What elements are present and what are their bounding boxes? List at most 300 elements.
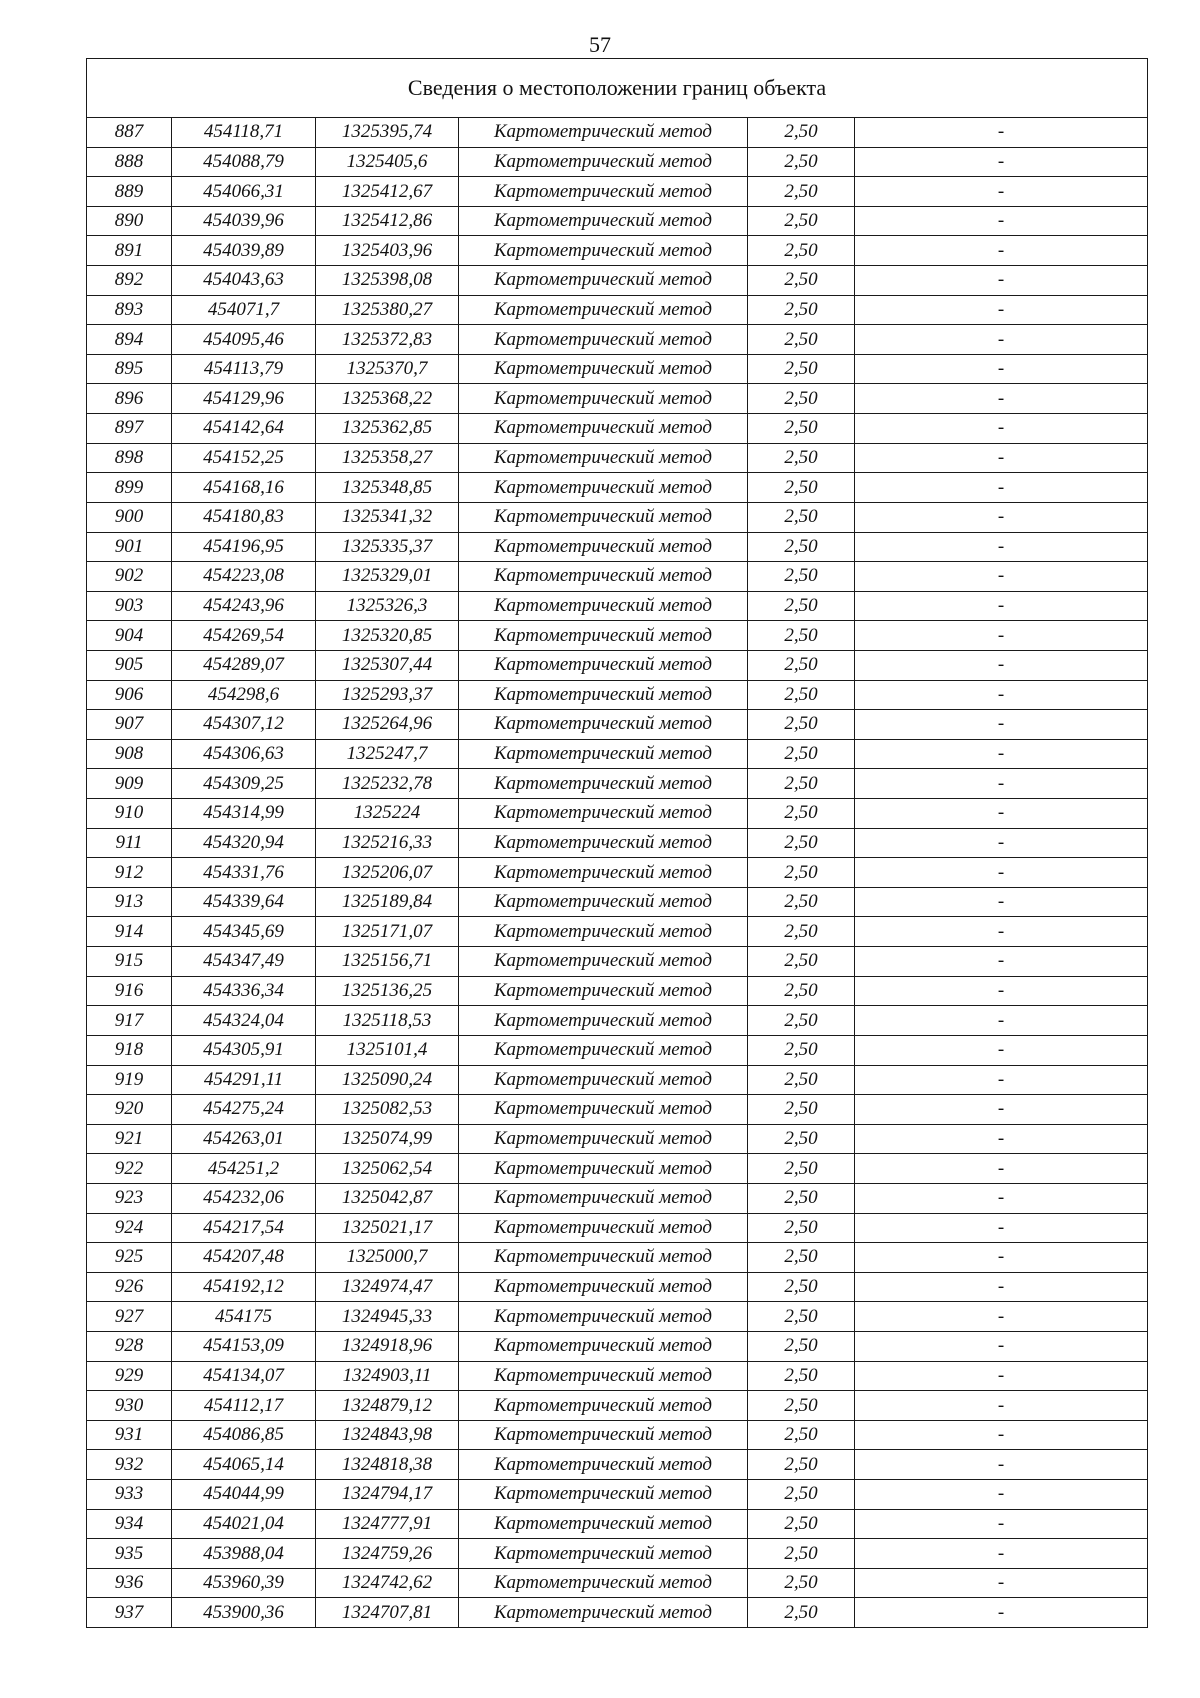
description-cell: -	[855, 1095, 1148, 1125]
point-number-cell: 894	[87, 325, 172, 355]
table-title: Сведения о местоположении границ объекта	[87, 59, 1148, 118]
accuracy-cell: 2,50	[748, 1272, 855, 1302]
method-cell: Картометрический метод	[459, 769, 748, 799]
point-number-cell: 891	[87, 236, 172, 266]
method-cell: Картометрический метод	[459, 532, 748, 562]
table-row	[87, 710, 1148, 740]
method-cell: Картометрический метод	[459, 1154, 748, 1184]
table-row	[87, 1183, 1148, 1213]
y-coordinate-cell: 1325082,53	[316, 1095, 459, 1125]
point-number-cell: 901	[87, 532, 172, 562]
y-coordinate-cell: 1325189,84	[316, 887, 459, 917]
y-coordinate-cell: 1325395,74	[316, 118, 459, 148]
y-coordinate-cell: 1324742,62	[316, 1568, 459, 1598]
description-cell: -	[855, 680, 1148, 710]
x-coordinate-cell: 454039,96	[172, 206, 316, 236]
point-number-cell: 937	[87, 1598, 172, 1628]
x-coordinate-cell: 454347,49	[172, 947, 316, 977]
table-row	[87, 1331, 1148, 1361]
table-row	[87, 1450, 1148, 1480]
table-row	[87, 1095, 1148, 1125]
description-cell: -	[855, 1006, 1148, 1036]
method-cell: Картометрический метод	[459, 473, 748, 503]
y-coordinate-cell: 1325101,4	[316, 1035, 459, 1065]
description-cell: -	[855, 976, 1148, 1006]
point-number-cell: 907	[87, 710, 172, 740]
description-cell: -	[855, 562, 1148, 592]
description-cell: -	[855, 177, 1148, 207]
accuracy-cell: 2,50	[748, 799, 855, 829]
accuracy-cell: 2,50	[748, 1243, 855, 1273]
x-coordinate-cell: 454232,06	[172, 1183, 316, 1213]
point-number-cell: 913	[87, 887, 172, 917]
accuracy-cell: 2,50	[748, 1539, 855, 1569]
method-cell: Картометрический метод	[459, 206, 748, 236]
table-row	[87, 917, 1148, 947]
accuracy-cell: 2,50	[748, 1035, 855, 1065]
y-coordinate-cell: 1325412,67	[316, 177, 459, 207]
accuracy-cell: 2,50	[748, 769, 855, 799]
table-row	[87, 1480, 1148, 1510]
point-number-cell: 919	[87, 1065, 172, 1095]
accuracy-cell: 2,50	[748, 206, 855, 236]
table-row	[87, 650, 1148, 680]
method-cell: Картометрический метод	[459, 1568, 748, 1598]
accuracy-cell: 2,50	[748, 1006, 855, 1036]
x-coordinate-cell: 454336,34	[172, 976, 316, 1006]
y-coordinate-cell: 1325090,24	[316, 1065, 459, 1095]
method-cell: Картометрический метод	[459, 1213, 748, 1243]
y-coordinate-cell: 1325232,78	[316, 769, 459, 799]
accuracy-cell: 2,50	[748, 710, 855, 740]
x-coordinate-cell: 454142,64	[172, 414, 316, 444]
table-title-row	[87, 59, 1148, 118]
y-coordinate-cell: 1324759,26	[316, 1539, 459, 1569]
y-coordinate-cell: 1325403,96	[316, 236, 459, 266]
y-coordinate-cell: 1325224	[316, 799, 459, 829]
table-row	[87, 1539, 1148, 1569]
method-cell: Картометрический метод	[459, 1331, 748, 1361]
x-coordinate-cell: 453988,04	[172, 1539, 316, 1569]
method-cell: Картометрический метод	[459, 1539, 748, 1569]
point-number-cell: 932	[87, 1450, 172, 1480]
table-row	[87, 295, 1148, 325]
description-cell: -	[855, 354, 1148, 384]
point-number-cell: 922	[87, 1154, 172, 1184]
method-cell: Картометрический метод	[459, 680, 748, 710]
method-cell: Картометрический метод	[459, 1302, 748, 1332]
description-cell: -	[855, 769, 1148, 799]
accuracy-cell: 2,50	[748, 266, 855, 296]
y-coordinate-cell: 1325118,53	[316, 1006, 459, 1036]
point-number-cell: 900	[87, 502, 172, 532]
method-cell: Картометрический метод	[459, 1183, 748, 1213]
point-number-cell: 898	[87, 443, 172, 473]
y-coordinate-cell: 1325247,7	[316, 739, 459, 769]
method-cell: Картометрический метод	[459, 1509, 748, 1539]
table-row	[87, 769, 1148, 799]
description-cell: -	[855, 1598, 1148, 1628]
description-cell: -	[855, 118, 1148, 148]
description-cell: -	[855, 1509, 1148, 1539]
table-row	[87, 562, 1148, 592]
accuracy-cell: 2,50	[748, 502, 855, 532]
point-number-cell: 902	[87, 562, 172, 592]
x-coordinate-cell: 454207,48	[172, 1243, 316, 1273]
point-number-cell: 899	[87, 473, 172, 503]
table-row	[87, 532, 1148, 562]
description-cell: -	[855, 1183, 1148, 1213]
x-coordinate-cell: 454243,96	[172, 591, 316, 621]
y-coordinate-cell: 1325000,7	[316, 1243, 459, 1273]
y-coordinate-cell: 1325412,86	[316, 206, 459, 236]
description-cell: -	[855, 1391, 1148, 1421]
table-row	[87, 1568, 1148, 1598]
y-coordinate-cell: 1325293,37	[316, 680, 459, 710]
method-cell: Картометрический метод	[459, 414, 748, 444]
y-coordinate-cell: 1325042,87	[316, 1183, 459, 1213]
point-number-cell: 895	[87, 354, 172, 384]
y-coordinate-cell: 1325341,32	[316, 502, 459, 532]
x-coordinate-cell: 454044,99	[172, 1480, 316, 1510]
x-coordinate-cell: 454251,2	[172, 1154, 316, 1184]
point-number-cell: 927	[87, 1302, 172, 1332]
table-row	[87, 947, 1148, 977]
table-row	[87, 147, 1148, 177]
description-cell: -	[855, 591, 1148, 621]
accuracy-cell: 2,50	[748, 680, 855, 710]
method-cell: Картометрический метод	[459, 1243, 748, 1273]
table-row	[87, 1213, 1148, 1243]
x-coordinate-cell: 454314,99	[172, 799, 316, 829]
y-coordinate-cell: 1324794,17	[316, 1480, 459, 1510]
accuracy-cell: 2,50	[748, 177, 855, 207]
table-row	[87, 206, 1148, 236]
y-coordinate-cell: 1325370,7	[316, 354, 459, 384]
accuracy-cell: 2,50	[748, 1568, 855, 1598]
accuracy-cell: 2,50	[748, 947, 855, 977]
point-number-cell: 911	[87, 828, 172, 858]
x-coordinate-cell: 454129,96	[172, 384, 316, 414]
description-cell: -	[855, 739, 1148, 769]
y-coordinate-cell: 1324777,91	[316, 1509, 459, 1539]
y-coordinate-cell: 1325264,96	[316, 710, 459, 740]
method-cell: Картометрический метод	[459, 917, 748, 947]
accuracy-cell: 2,50	[748, 739, 855, 769]
x-coordinate-cell: 454217,54	[172, 1213, 316, 1243]
method-cell: Картометрический метод	[459, 1361, 748, 1391]
y-coordinate-cell: 1325307,44	[316, 650, 459, 680]
accuracy-cell: 2,50	[748, 591, 855, 621]
y-coordinate-cell: 1325362,85	[316, 414, 459, 444]
y-coordinate-cell: 1325216,33	[316, 828, 459, 858]
accuracy-cell: 2,50	[748, 118, 855, 148]
table-row	[87, 384, 1148, 414]
y-coordinate-cell: 1324918,96	[316, 1331, 459, 1361]
y-coordinate-cell: 1325206,07	[316, 858, 459, 888]
description-cell: -	[855, 473, 1148, 503]
accuracy-cell: 2,50	[748, 1213, 855, 1243]
description-cell: -	[855, 1420, 1148, 1450]
table-row	[87, 799, 1148, 829]
point-number-cell: 917	[87, 1006, 172, 1036]
accuracy-cell: 2,50	[748, 562, 855, 592]
description-cell: -	[855, 1539, 1148, 1569]
x-coordinate-cell: 454345,69	[172, 917, 316, 947]
x-coordinate-cell: 454071,7	[172, 295, 316, 325]
description-cell: -	[855, 1272, 1148, 1302]
table-body	[87, 118, 1148, 1628]
x-coordinate-cell: 454152,25	[172, 443, 316, 473]
table-row	[87, 621, 1148, 651]
y-coordinate-cell: 1325062,54	[316, 1154, 459, 1184]
table-row	[87, 1154, 1148, 1184]
point-number-cell: 921	[87, 1124, 172, 1154]
accuracy-cell: 2,50	[748, 1095, 855, 1125]
x-coordinate-cell: 454331,76	[172, 858, 316, 888]
y-coordinate-cell: 1324818,38	[316, 1450, 459, 1480]
x-coordinate-cell: 454306,63	[172, 739, 316, 769]
point-number-cell: 920	[87, 1095, 172, 1125]
accuracy-cell: 2,50	[748, 295, 855, 325]
x-coordinate-cell: 454196,95	[172, 532, 316, 562]
method-cell: Картометрический метод	[459, 1598, 748, 1628]
accuracy-cell: 2,50	[748, 1183, 855, 1213]
point-number-cell: 889	[87, 177, 172, 207]
x-coordinate-cell: 454223,08	[172, 562, 316, 592]
table-row	[87, 443, 1148, 473]
accuracy-cell: 2,50	[748, 1154, 855, 1184]
description-cell: -	[855, 1480, 1148, 1510]
accuracy-cell: 2,50	[748, 1391, 855, 1421]
x-coordinate-cell: 453960,39	[172, 1568, 316, 1598]
point-number-cell: 897	[87, 414, 172, 444]
table-row	[87, 1391, 1148, 1421]
accuracy-cell: 2,50	[748, 887, 855, 917]
table-row	[87, 414, 1148, 444]
method-cell: Картометрический метод	[459, 1065, 748, 1095]
x-coordinate-cell: 454263,01	[172, 1124, 316, 1154]
table-row	[87, 1124, 1148, 1154]
x-coordinate-cell: 454291,11	[172, 1065, 316, 1095]
x-coordinate-cell: 454175	[172, 1302, 316, 1332]
table-row	[87, 1598, 1148, 1628]
method-cell: Картометрический метод	[459, 1480, 748, 1510]
accuracy-cell: 2,50	[748, 828, 855, 858]
method-cell: Картометрический метод	[459, 828, 748, 858]
method-cell: Картометрический метод	[459, 236, 748, 266]
method-cell: Картометрический метод	[459, 1272, 748, 1302]
y-coordinate-cell: 1325405,6	[316, 147, 459, 177]
point-number-cell: 904	[87, 621, 172, 651]
point-number-cell: 930	[87, 1391, 172, 1421]
y-coordinate-cell: 1325021,17	[316, 1213, 459, 1243]
method-cell: Картометрический метод	[459, 710, 748, 740]
description-cell: -	[855, 384, 1148, 414]
description-cell: -	[855, 147, 1148, 177]
table-row	[87, 1065, 1148, 1095]
description-cell: -	[855, 710, 1148, 740]
description-cell: -	[855, 1450, 1148, 1480]
description-cell: -	[855, 1331, 1148, 1361]
method-cell: Картометрический метод	[459, 591, 748, 621]
x-coordinate-cell: 453900,36	[172, 1598, 316, 1628]
x-coordinate-cell: 454039,89	[172, 236, 316, 266]
y-coordinate-cell: 1325398,08	[316, 266, 459, 296]
x-coordinate-cell: 454134,07	[172, 1361, 316, 1391]
method-cell: Картометрический метод	[459, 1450, 748, 1480]
y-coordinate-cell: 1324903,11	[316, 1361, 459, 1391]
description-cell: -	[855, 828, 1148, 858]
x-coordinate-cell: 454086,85	[172, 1420, 316, 1450]
method-cell: Картометрический метод	[459, 976, 748, 1006]
table-row	[87, 887, 1148, 917]
description-cell: -	[855, 1035, 1148, 1065]
y-coordinate-cell: 1325358,27	[316, 443, 459, 473]
accuracy-cell: 2,50	[748, 1598, 855, 1628]
accuracy-cell: 2,50	[748, 1302, 855, 1332]
description-cell: -	[855, 1124, 1148, 1154]
description-cell: -	[855, 1154, 1148, 1184]
y-coordinate-cell: 1325171,07	[316, 917, 459, 947]
method-cell: Картометрический метод	[459, 1095, 748, 1125]
x-coordinate-cell: 454118,71	[172, 118, 316, 148]
x-coordinate-cell: 454021,04	[172, 1509, 316, 1539]
x-coordinate-cell: 454088,79	[172, 147, 316, 177]
point-number-cell: 896	[87, 384, 172, 414]
description-cell: -	[855, 1302, 1148, 1332]
table-row	[87, 1509, 1148, 1539]
point-number-cell: 923	[87, 1183, 172, 1213]
x-coordinate-cell: 454298,6	[172, 680, 316, 710]
table-row	[87, 1302, 1148, 1332]
method-cell: Картометрический метод	[459, 1035, 748, 1065]
accuracy-cell: 2,50	[748, 325, 855, 355]
x-coordinate-cell: 454305,91	[172, 1035, 316, 1065]
page-number: 57	[589, 32, 611, 57]
accuracy-cell: 2,50	[748, 473, 855, 503]
x-coordinate-cell: 454307,12	[172, 710, 316, 740]
table-row	[87, 591, 1148, 621]
table-row	[87, 177, 1148, 207]
method-cell: Картометрический метод	[459, 147, 748, 177]
method-cell: Картометрический метод	[459, 1124, 748, 1154]
x-coordinate-cell: 454324,04	[172, 1006, 316, 1036]
method-cell: Картометрический метод	[459, 739, 748, 769]
table-row	[87, 858, 1148, 888]
accuracy-cell: 2,50	[748, 147, 855, 177]
method-cell: Картометрический метод	[459, 354, 748, 384]
x-coordinate-cell: 454112,17	[172, 1391, 316, 1421]
method-cell: Картометрический метод	[459, 1420, 748, 1450]
y-coordinate-cell: 1325320,85	[316, 621, 459, 651]
point-number-cell: 928	[87, 1331, 172, 1361]
x-coordinate-cell: 454066,31	[172, 177, 316, 207]
accuracy-cell: 2,50	[748, 384, 855, 414]
accuracy-cell: 2,50	[748, 1509, 855, 1539]
method-cell: Картометрический метод	[459, 384, 748, 414]
x-coordinate-cell: 454113,79	[172, 354, 316, 384]
accuracy-cell: 2,50	[748, 1450, 855, 1480]
y-coordinate-cell: 1325380,27	[316, 295, 459, 325]
y-coordinate-cell: 1324707,81	[316, 1598, 459, 1628]
point-number-cell: 906	[87, 680, 172, 710]
accuracy-cell: 2,50	[748, 1065, 855, 1095]
description-cell: -	[855, 1243, 1148, 1273]
accuracy-cell: 2,50	[748, 858, 855, 888]
method-cell: Картометрический метод	[459, 295, 748, 325]
y-coordinate-cell: 1325372,83	[316, 325, 459, 355]
table-row	[87, 828, 1148, 858]
accuracy-cell: 2,50	[748, 1361, 855, 1391]
point-number-cell: 936	[87, 1568, 172, 1598]
x-coordinate-cell: 454269,54	[172, 621, 316, 651]
description-cell: -	[855, 236, 1148, 266]
method-cell: Картометрический метод	[459, 1391, 748, 1421]
accuracy-cell: 2,50	[748, 443, 855, 473]
x-coordinate-cell: 454153,09	[172, 1331, 316, 1361]
y-coordinate-cell: 1325136,25	[316, 976, 459, 1006]
description-cell: -	[855, 206, 1148, 236]
point-number-cell: 890	[87, 206, 172, 236]
table-row	[87, 976, 1148, 1006]
x-coordinate-cell: 454275,24	[172, 1095, 316, 1125]
accuracy-cell: 2,50	[748, 621, 855, 651]
description-cell: -	[855, 443, 1148, 473]
y-coordinate-cell: 1325156,71	[316, 947, 459, 977]
y-coordinate-cell: 1325335,37	[316, 532, 459, 562]
method-cell: Картометрический метод	[459, 650, 748, 680]
x-coordinate-cell: 454065,14	[172, 1450, 316, 1480]
description-cell: -	[855, 621, 1148, 651]
x-coordinate-cell: 454043,63	[172, 266, 316, 296]
description-cell: -	[855, 325, 1148, 355]
point-number-cell: 892	[87, 266, 172, 296]
table-row	[87, 1243, 1148, 1273]
method-cell: Картометрический метод	[459, 799, 748, 829]
point-number-cell: 935	[87, 1539, 172, 1569]
table-row	[87, 1006, 1148, 1036]
y-coordinate-cell: 1324879,12	[316, 1391, 459, 1421]
description-cell: -	[855, 1361, 1148, 1391]
table-row	[87, 739, 1148, 769]
point-number-cell: 934	[87, 1509, 172, 1539]
x-coordinate-cell: 454339,64	[172, 887, 316, 917]
point-number-cell: 893	[87, 295, 172, 325]
x-coordinate-cell: 454289,07	[172, 650, 316, 680]
description-cell: -	[855, 1065, 1148, 1095]
description-cell: -	[855, 799, 1148, 829]
description-cell: -	[855, 266, 1148, 296]
y-coordinate-cell: 1324974,47	[316, 1272, 459, 1302]
point-number-cell: 914	[87, 917, 172, 947]
point-number-cell: 910	[87, 799, 172, 829]
description-cell: -	[855, 858, 1148, 888]
table-row	[87, 236, 1148, 266]
description-cell: -	[855, 947, 1148, 977]
point-number-cell: 915	[87, 947, 172, 977]
y-coordinate-cell: 1325074,99	[316, 1124, 459, 1154]
method-cell: Картометрический метод	[459, 562, 748, 592]
y-coordinate-cell: 1325348,85	[316, 473, 459, 503]
boundary-coordinates-table	[86, 58, 1148, 1628]
method-cell: Картометрический метод	[459, 325, 748, 355]
point-number-cell: 908	[87, 739, 172, 769]
table-row	[87, 502, 1148, 532]
accuracy-cell: 2,50	[748, 1331, 855, 1361]
y-coordinate-cell: 1325326,3	[316, 591, 459, 621]
accuracy-cell: 2,50	[748, 976, 855, 1006]
